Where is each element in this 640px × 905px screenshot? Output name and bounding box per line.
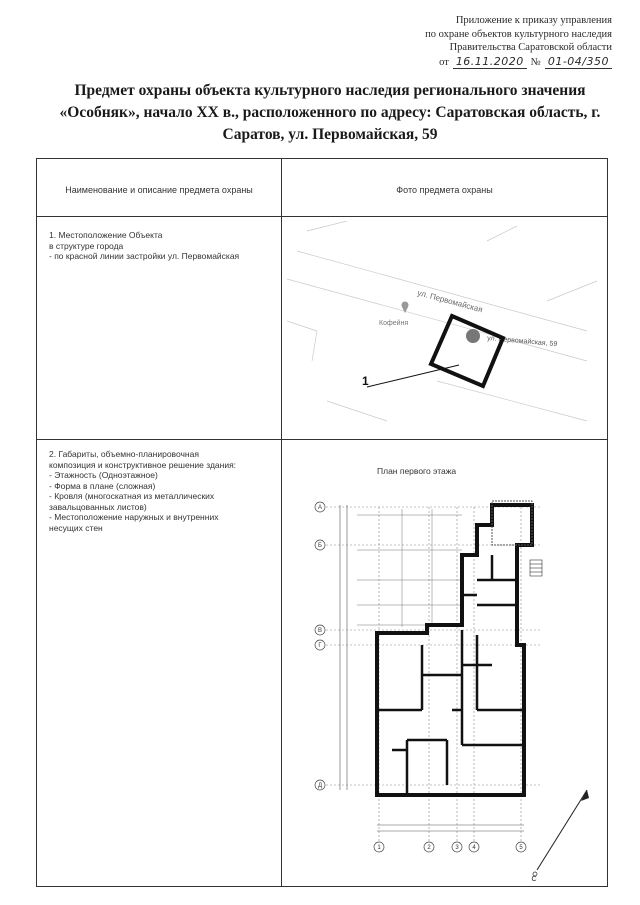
canopy-lines xyxy=(357,509,462,627)
axis-number: 2 xyxy=(427,845,431,851)
callout-number: 1 xyxy=(362,374,369,388)
axis-letter: Д xyxy=(317,783,323,789)
axis-letter: А xyxy=(317,505,323,511)
row2-line: композиция и конструктивное решение здания: xyxy=(49,459,237,470)
building-location-icon xyxy=(466,329,480,343)
axis-number: 5 xyxy=(519,845,523,851)
col2-header: Фото предмета охраны xyxy=(396,185,493,195)
protected-area-outline xyxy=(431,316,503,386)
protection-table xyxy=(36,158,608,887)
approval-line-3: Правительства Саратовской области xyxy=(449,42,612,53)
row2-description xyxy=(49,449,277,533)
north-label: С xyxy=(531,876,537,883)
axis-markers-numbers xyxy=(374,842,526,852)
outer-walls xyxy=(377,505,532,795)
date-prefix: от xyxy=(439,56,449,68)
street-label: ул. Первомайская xyxy=(416,288,484,315)
column-divider xyxy=(281,159,282,886)
axis-letter: Г xyxy=(318,643,322,649)
number-prefix: № xyxy=(530,56,541,68)
row1-line: 1. Местоположение Объекта xyxy=(49,230,163,240)
plan-caption: План первого этажа xyxy=(377,466,457,476)
approval-stamp xyxy=(382,14,612,69)
callout-line xyxy=(367,365,459,387)
axis-number: 4 xyxy=(472,845,476,851)
row2-line: - Форма в плане (сложная) xyxy=(49,480,156,491)
col1-header: Наименование и описание предмета охраны xyxy=(65,185,253,195)
document-title xyxy=(55,80,605,146)
axis-number: 3 xyxy=(455,845,459,851)
address-label: ул. Первомайская, 59 xyxy=(486,335,558,349)
date-value: 16.11.2020 xyxy=(453,55,527,70)
porch-steps xyxy=(530,560,542,576)
row-divider xyxy=(37,439,607,440)
row1-description xyxy=(49,230,277,262)
approval-line-1: Приложение к приказу управления xyxy=(455,15,612,26)
number-value: 01-04/350 xyxy=(545,55,612,70)
approval-date-line xyxy=(382,55,612,70)
axis-number: 1 xyxy=(377,845,381,851)
title-line-1: Предмет охраны объекта культурного наследия регионального значения xyxy=(74,82,586,99)
map-base xyxy=(287,221,597,421)
row1-line: в структуре города xyxy=(49,240,124,251)
north-arrow-icon xyxy=(533,790,589,876)
axis-letter: В xyxy=(317,628,323,634)
title-line-2: «Особняк», начало XX в., расположенного по адресу: Саратовская область, г. xyxy=(59,104,601,121)
row2-line: - Местоположение наружных и внутренних xyxy=(49,512,219,522)
row2-line: - Кровля (многоскатная из металлических xyxy=(49,491,215,501)
row2-line: несущих стен xyxy=(49,522,103,533)
row2-line: - Этажность (Одноэтажное) xyxy=(49,470,158,480)
axis-letter: Б xyxy=(318,543,322,549)
inner-walls xyxy=(377,555,524,795)
map-pin-icon xyxy=(402,302,409,314)
location-map xyxy=(287,221,603,435)
poi-label: Кофейня xyxy=(379,320,409,327)
row1-line: - по красной линии застройки ул. Первомайская xyxy=(49,251,240,261)
floor-plan xyxy=(302,485,602,883)
annex-hatch xyxy=(492,501,532,545)
title-line-3: Саратов, ул. Первомайская, 59 xyxy=(222,126,438,143)
header-divider xyxy=(37,216,607,217)
approval-line-2: по охране объектов культурного наследия xyxy=(425,28,612,40)
row2-line: завальцованных листов) xyxy=(49,501,147,512)
row2-line: 2. Габариты, объемно-планировочная xyxy=(49,449,199,459)
